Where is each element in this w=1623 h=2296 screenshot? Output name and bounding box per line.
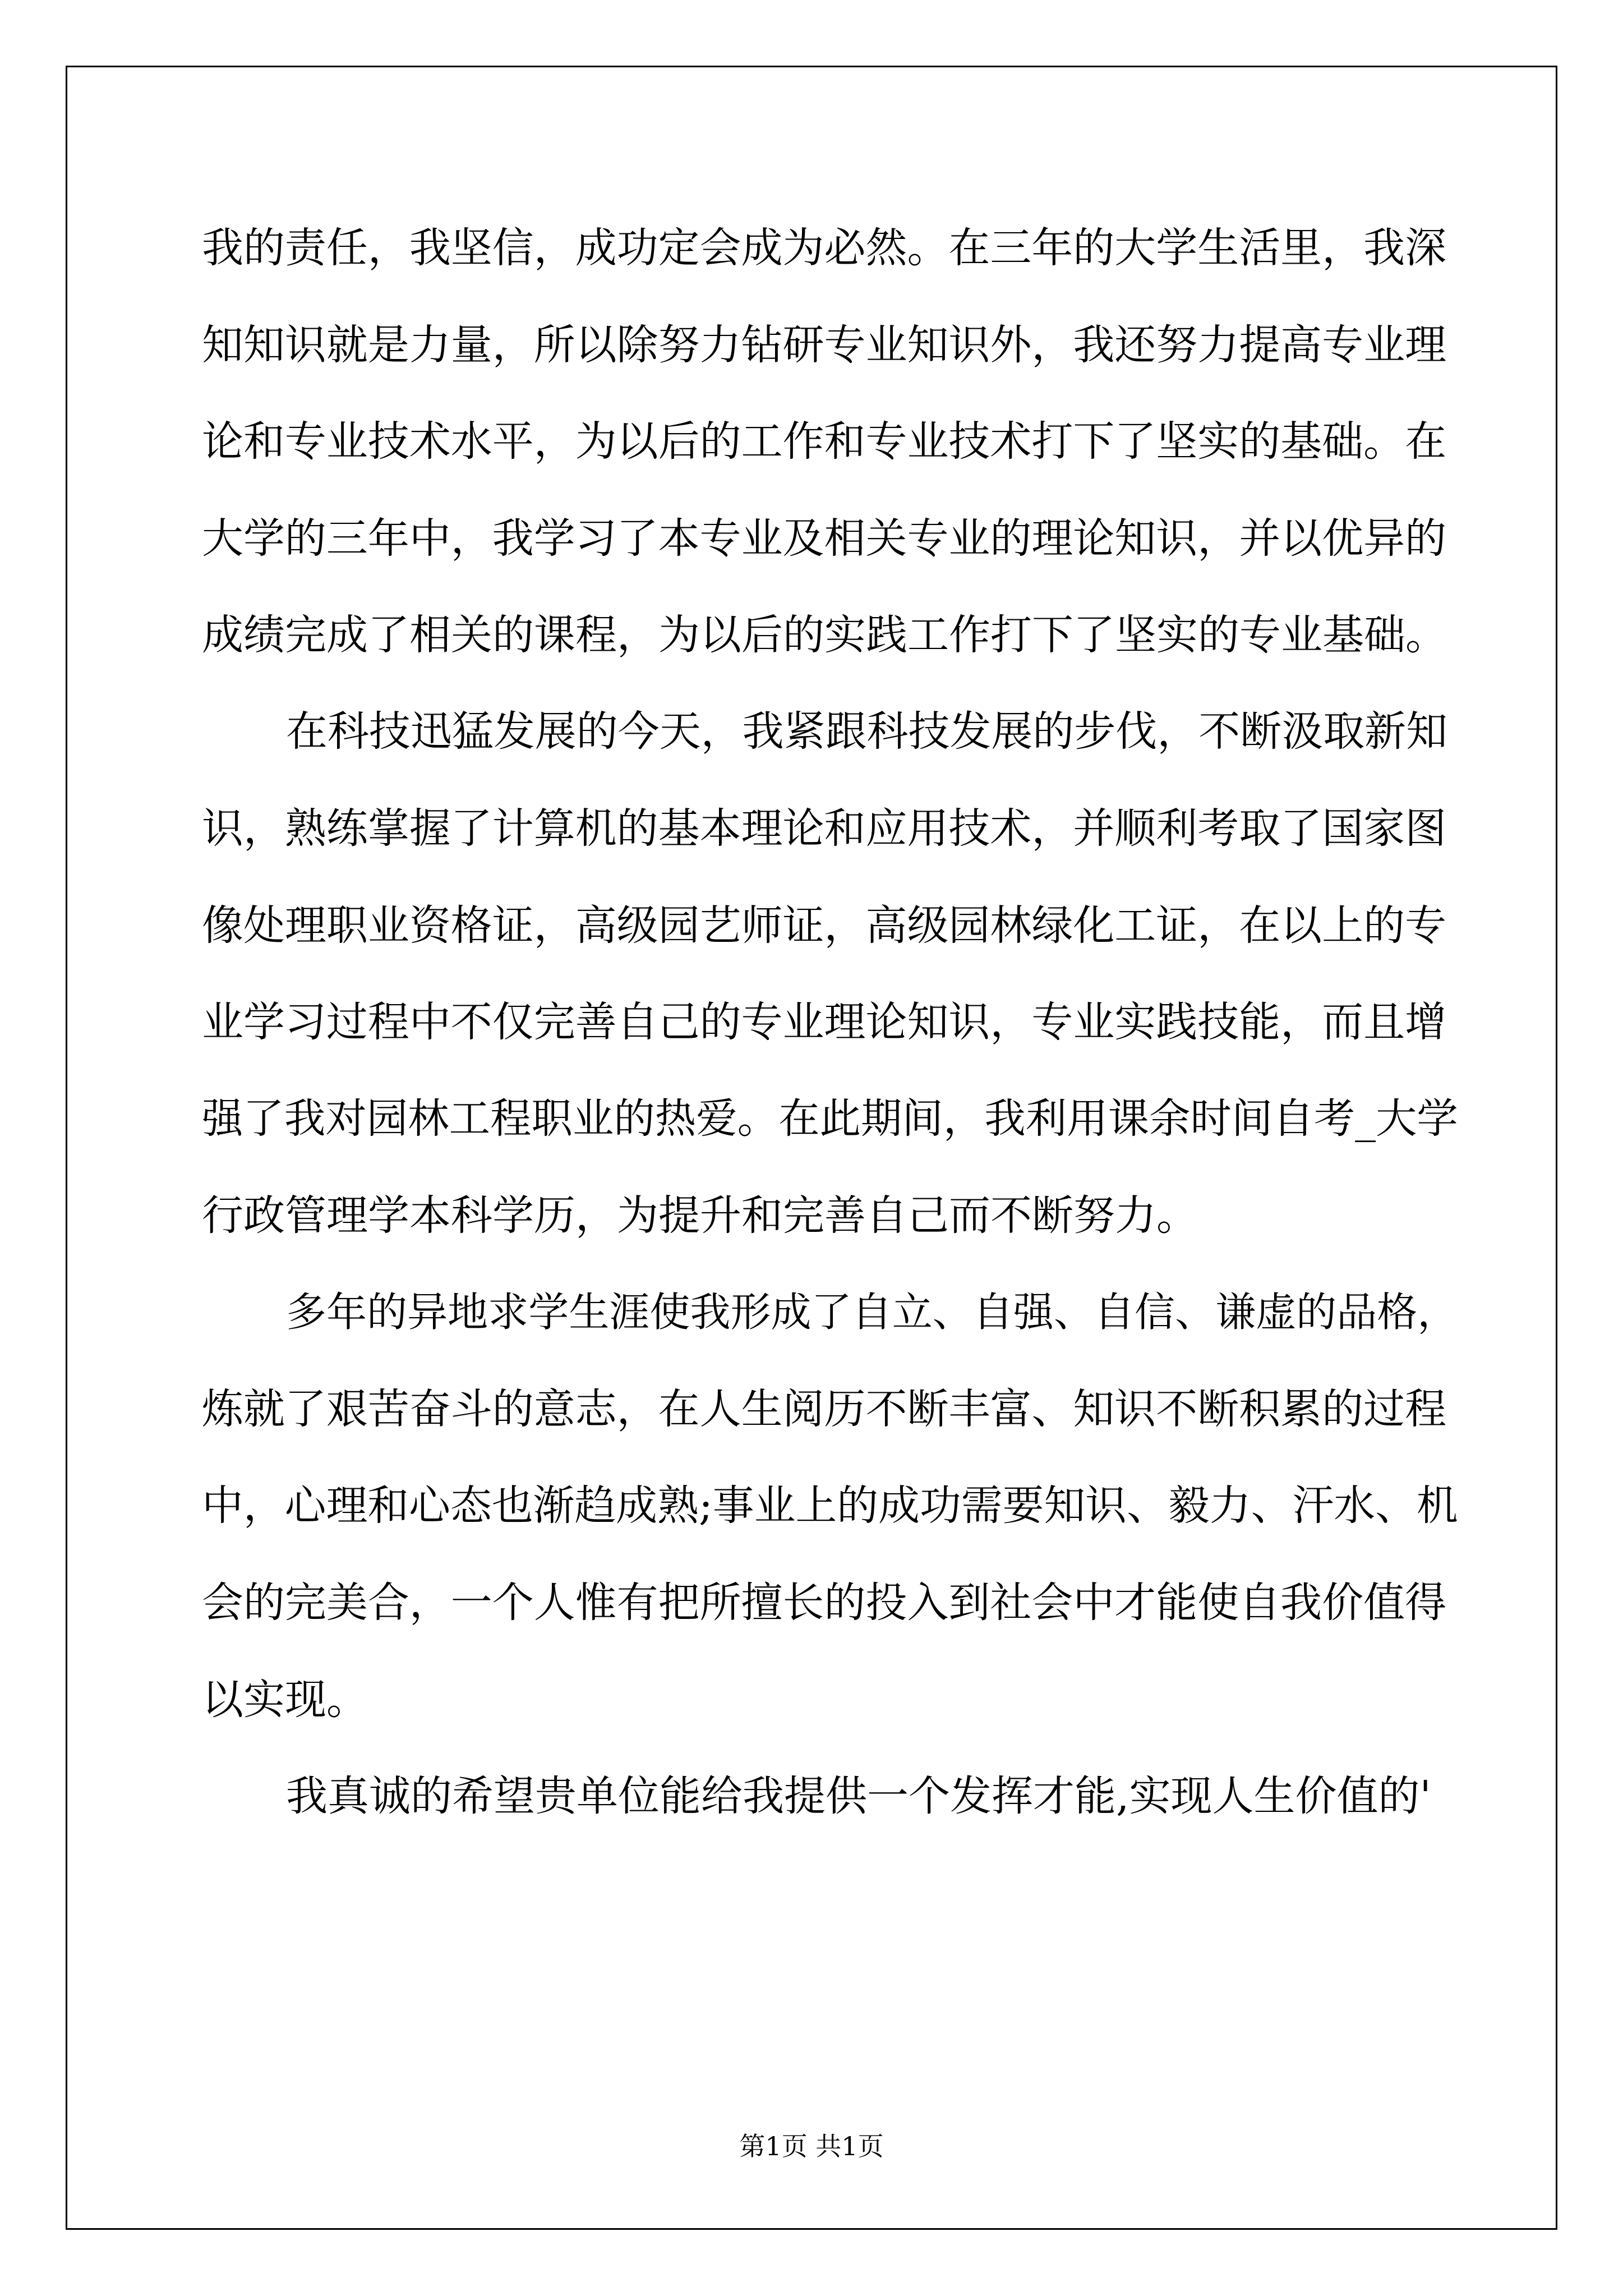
text-line: 炼就了艰苦奋斗的意志，在人生阅历不断丰富、知识不断积累的过程 xyxy=(202,1385,1447,1433)
text-line: 知知识就是力量，所以除努力钻研专业知识外，我还努力提高专业理 xyxy=(202,320,1447,369)
text-line: 多年的异地求学生涯使我形成了自立、自强、自信、谦虚的品格， xyxy=(286,1288,1458,1336)
text-line: 我的责任，我坚信，成功定会成为必然。在三年的大学生活里，我深 xyxy=(202,224,1447,272)
text-line: 大学的三年中，我学习了本专业及相关专业的理论知识，并以优异的 xyxy=(202,514,1447,563)
text-line: 以实现。 xyxy=(202,1675,368,1724)
text-line: 中，心理和心态也渐趋成熟;事业上的成功需要知识、毅力、汗水、机 xyxy=(202,1481,1458,1530)
text-line: 像处理职业资格证，高级园艺师证，高级园林绿化工证，在以上的专 xyxy=(202,901,1447,950)
page-footer: 第1页 共1页 xyxy=(739,2131,884,2161)
text-line: 强了我对园林工程职业的热爱。在此期间，我利用课余时间自考_大学 xyxy=(202,1094,1458,1143)
text-line: 业学习过程中不仅完善自己的专业理论知识，专业实践技能，而且增 xyxy=(202,998,1447,1046)
text-line: 我真诚的希望贵单位能给我提供一个发挥才能,实现人生价值的' xyxy=(286,1772,1431,1820)
text-line: 行政管理学本科学历，为提升和完善自己而不断努力。 xyxy=(202,1191,1198,1240)
text-line: 在科技迅猛发展的今天，我紧跟科技发展的步伐，不断汲取新知 xyxy=(286,707,1448,756)
text-line: 论和专业技术水平，为以后的工作和专业技术打下了坚实的基础。在 xyxy=(202,417,1447,466)
text-line: 会的完美合，一个人惟有把所擅长的投入到社会中才能使自我价值得 xyxy=(202,1579,1447,1627)
text-line: 识，熟练掌握了计算机的基本理论和应用技术，并顺利考取了国家图 xyxy=(202,804,1447,853)
page-border xyxy=(66,66,1557,2230)
text-line: 成绩完成了相关的课程，为以后的实践工作打下了坚实的专业基础。 xyxy=(202,611,1447,659)
